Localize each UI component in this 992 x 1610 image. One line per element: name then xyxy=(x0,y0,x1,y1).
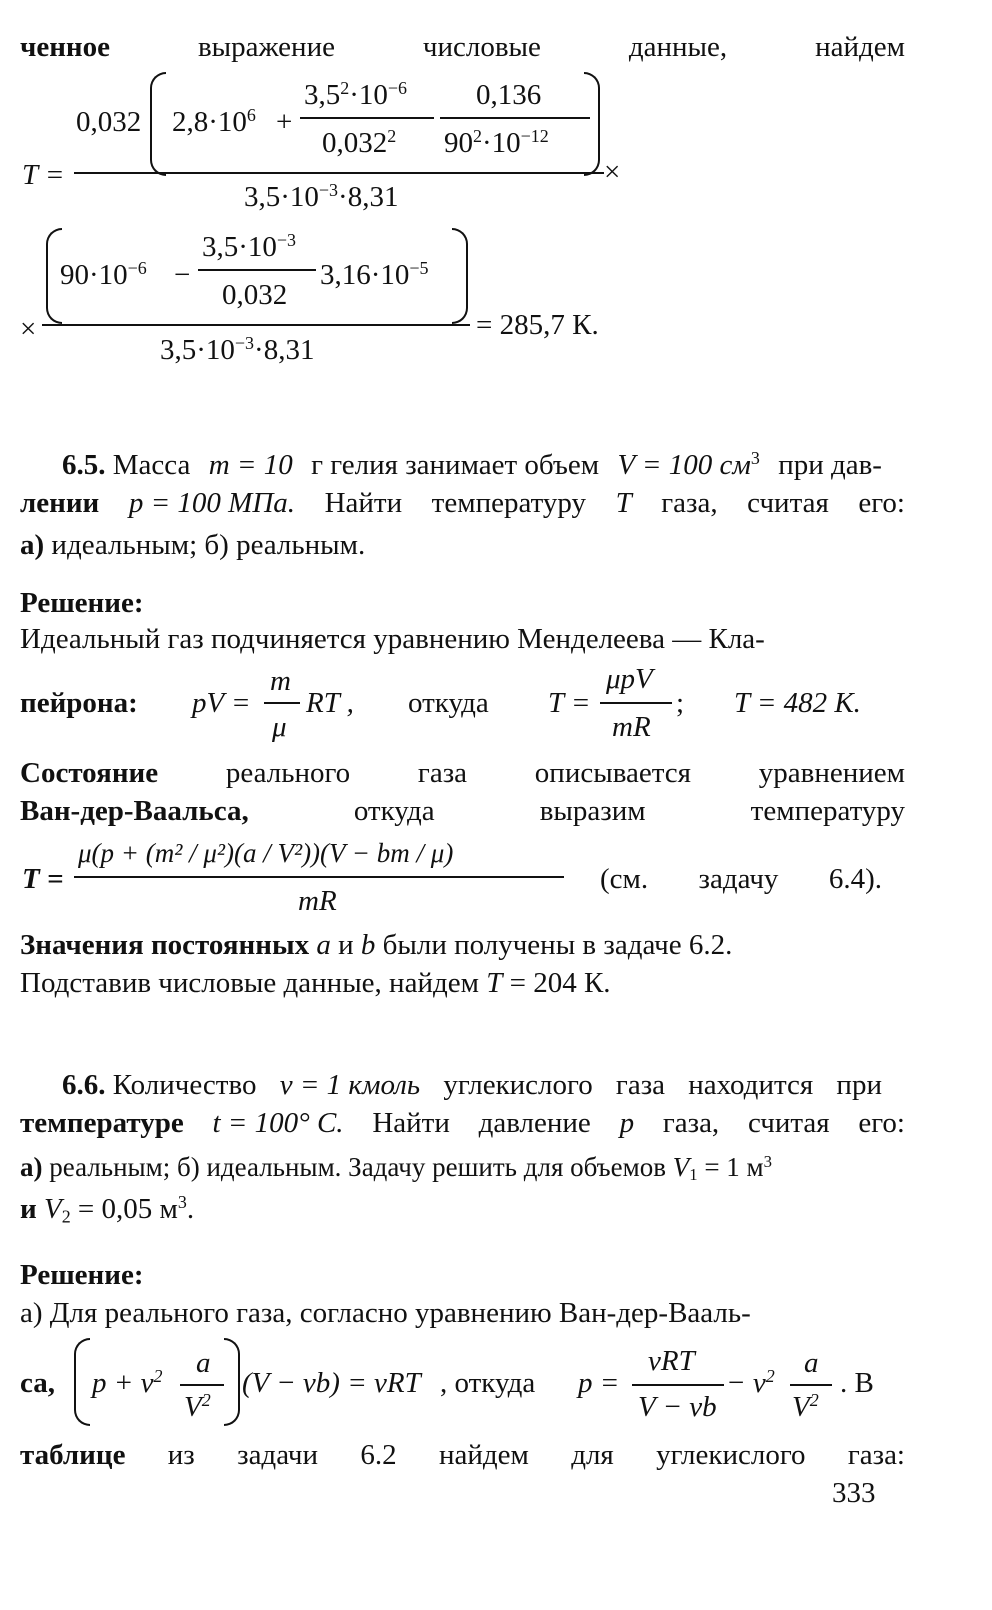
plus-sign: + xyxy=(276,106,293,138)
p65-line-2: лении p = 100 МПа. Найти температуру T газа, считая его: xyxy=(20,487,905,519)
eq-pV: pV = xyxy=(192,687,251,719)
p65-sol-line-7: Подставив числовые данные, найдем T = 204 К. xyxy=(20,967,611,999)
eq-mR: mR xyxy=(612,711,651,743)
intro-word: найдем xyxy=(815,31,905,63)
p65-line-3: а) идеальным; б) реальным. xyxy=(20,529,366,561)
mass-value: m = 10 xyxy=(208,449,293,481)
left-paren xyxy=(150,72,166,176)
p66-line-3: а) реальным; б) идеальным. Задачу решить для объемов $V_1 = 1$ $м^3$ xyxy=(20,1151,773,1185)
frac3-denominator: 0,032 xyxy=(222,279,288,311)
vdw-tail: . В xyxy=(840,1367,874,1399)
p65-sol-clapeyron: пейрона: xyxy=(20,687,138,719)
right-paren xyxy=(584,72,600,176)
p66-sol-line-1: а) Для реального газа, согласно уравнению Ван-дер-Вааль- xyxy=(20,1297,751,1329)
vdw-p-eq: p = xyxy=(578,1367,620,1399)
intro-word: числовые xyxy=(422,31,541,63)
vdw-mid: (V − νb) = νRT xyxy=(242,1367,421,1399)
eq-m: m xyxy=(270,665,291,697)
p66-sol-sa: са, xyxy=(20,1367,55,1399)
main-fraction-bar-2 xyxy=(42,324,470,326)
vdw-minus-nu2: − $\nu^2$ xyxy=(726,1366,775,1399)
vdw-nuRT: νRT xyxy=(648,1345,695,1377)
p65-sol-line-4: Ван-дер-Ваальса, откуда выразим температуру xyxy=(20,795,905,827)
right-paren-2 xyxy=(452,228,468,324)
solution-heading: Решение: xyxy=(20,587,144,619)
vdw-a-bar xyxy=(180,1384,224,1386)
frac2-numerator: 0,136 xyxy=(476,79,542,111)
intro-word: ченное xyxy=(20,31,111,63)
p66-sol-line-3: таблице из задачи 6.2 найдем для углекислого газа: xyxy=(20,1439,905,1471)
intro-word: выражение xyxy=(197,31,335,63)
p66-line-4: и $V_2 = 0,05$ $м^3$. xyxy=(20,1192,195,1227)
num1-term-a: $2,8\cdot 10^6$ xyxy=(172,105,256,138)
frac3-bar xyxy=(198,269,316,271)
vdw-right-paren xyxy=(224,1338,240,1426)
p66-line-1: 6.6. Количество ν = 1 кмоль углекислого газа находится при xyxy=(62,1069,882,1101)
eq-vdw-bar xyxy=(74,876,564,878)
denominator-1: $3,5\cdot 10^{-3}\cdot 8,31$ xyxy=(244,180,399,213)
eq-vdw-denominator: mR xyxy=(298,885,337,917)
eq-mu: μ xyxy=(272,711,287,743)
word-otkuda-2: , откуда xyxy=(440,1367,536,1399)
semicolon: ; xyxy=(676,687,685,719)
eq-vdw-T: T = xyxy=(22,863,64,895)
vdw-left-paren xyxy=(74,1338,90,1426)
frac1-numerator: $3,5^2\cdot 10^{-6}$ xyxy=(304,78,408,111)
eq-muPV: μpV xyxy=(606,663,653,695)
result-285: = 285,7 К. xyxy=(476,309,599,341)
eq-m-mu-bar xyxy=(264,702,300,704)
denominator-2: $3,5\cdot 10^{-3}\cdot 8,31$ xyxy=(160,333,315,366)
problem-number: 6.5. xyxy=(62,449,106,481)
vdw-a: a xyxy=(196,1347,211,1379)
intro-word: данные, xyxy=(628,31,728,63)
ref-problem-6-4: (см. задачу 6.4). xyxy=(600,863,882,895)
minus-sign: − xyxy=(174,259,191,291)
frac1-bar xyxy=(300,117,434,119)
eq-vdw-numerator: μ(p + (m² / μ²)(a / V²))(V − bm / μ) xyxy=(78,838,454,868)
vdw-V2-2: $V^2$ xyxy=(792,1390,819,1423)
frac2-denominator: $90^2\cdot 10^{-12}$ xyxy=(444,126,549,159)
result-482: T = 482 К. xyxy=(734,687,861,719)
vdw-V-nub: V − νb xyxy=(638,1391,717,1423)
p65-line-1: 6.5. Масса m = 10 г гелия занимает объем V = 100 $см^3$ при дав- xyxy=(62,448,882,481)
p65-sol-line-6: Значения постоянных a и b были получены в задаче 6.2. xyxy=(20,929,733,961)
times-sign-2: × xyxy=(20,313,37,345)
vdw-V2: $V^2$ xyxy=(184,1390,211,1423)
p65-sol-line-1: Идеальный газ подчиняется уравнению Менделеева — Кла- xyxy=(20,623,765,655)
eq-RT: RT , xyxy=(306,687,354,719)
vdw-a-2: a xyxy=(804,1347,819,1379)
frac3-numerator: $3,5\cdot 10^{-3}$ xyxy=(202,230,297,263)
times-sign: × xyxy=(604,156,621,188)
frac2-bar xyxy=(440,117,590,119)
main-fraction-bar-1 xyxy=(74,172,604,174)
word-otkuda: откуда xyxy=(408,687,489,719)
T-equals: T = xyxy=(22,159,65,191)
frac1-denominator: 0,032$^2$ xyxy=(322,126,397,159)
p66-line-2: температуре t = 100° C. Найти давление p газа, считая его: xyxy=(20,1107,905,1139)
page-number: 333 xyxy=(832,1477,876,1509)
num2-term-a: $90\cdot 10^{-6}$ xyxy=(60,258,147,291)
problem-number: 6.6. xyxy=(62,1069,106,1101)
solution-heading-2: Решение: xyxy=(20,1259,144,1291)
p65-sol-line-3: Состояние реального газа описывается уравнением xyxy=(20,757,905,789)
vdw-a-bar-2 xyxy=(790,1384,832,1386)
intro-line xyxy=(20,30,905,64)
vdw-p-bar xyxy=(632,1384,724,1386)
num2-term-b: $3,16\cdot 10^{-5}$ xyxy=(320,258,429,291)
vdw-p-term: $p + \nu^2$ xyxy=(92,1366,163,1399)
num1-coef: 0,032 xyxy=(76,106,142,138)
eq-T: T = xyxy=(548,687,591,719)
eq-T-bar xyxy=(600,702,672,704)
